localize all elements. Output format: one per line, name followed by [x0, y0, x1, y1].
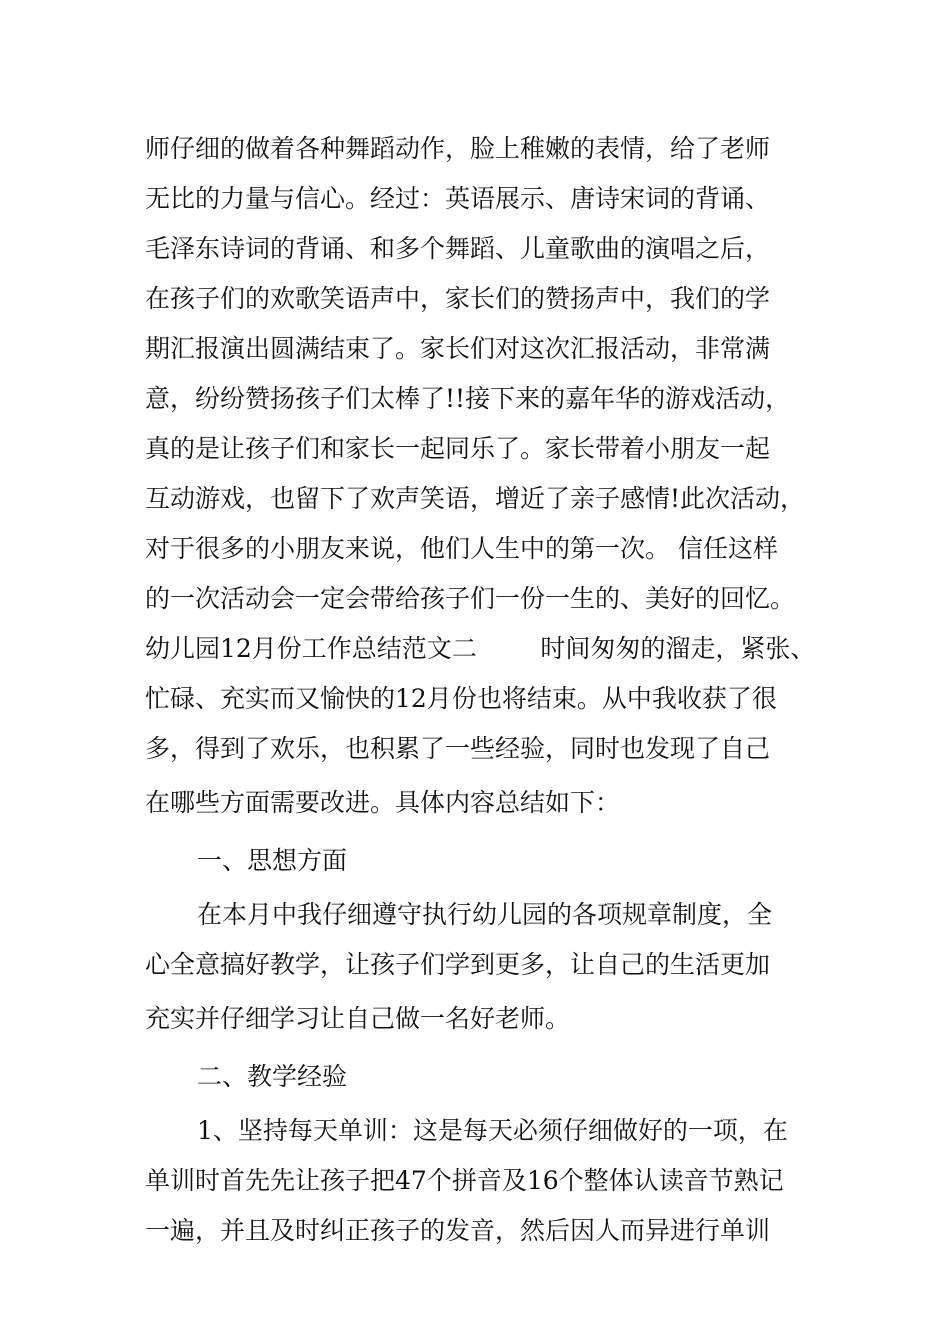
text-line: 多，得到了欢乐，也积累了一些经验，同时也发现了自己: [145, 734, 771, 763]
text-line: 真的是让孩子们和家长一起同乐了。家长带着小朋友一起: [145, 434, 771, 463]
document-body: [145, 124, 835, 1256]
text-line: 一遍，并且及时纠正孩子的发音，然后因人而异进行单训: [145, 1216, 771, 1245]
text-line: 忙碌、充实而又愉快的12月份也将结束。从中我收获了很: [145, 684, 777, 713]
text-line: 对于很多的小朋友来说，他们人生中的第一次。 信任这样: [145, 534, 778, 563]
heading-thought: 一、思想方面: [197, 846, 348, 875]
text-line: 毛泽东诗词的背诵、和多个舞蹈、儿童歌曲的演唱之后，: [145, 234, 771, 263]
text-line: 师仔细的做着各种舞蹈动作，脸上稚嫩的表情，给了老师: [145, 134, 771, 163]
text-line: 在孩子们的欢歌笑语声中，家长们的赞扬声中，我们的学: [145, 284, 771, 313]
text-line: 的一次活动会一定会带给孩子们一份一生的、美好的回忆。: [145, 584, 796, 613]
text-line: 1、坚持每天单训：这是每天必须仔细做好的一项，在: [197, 1116, 788, 1145]
section-title-line: 幼儿园12月份工作总结范文二 时间匆匆的溜走，紧张、: [145, 634, 816, 663]
heading-teaching: 二、教学经验: [197, 1062, 348, 1091]
text-line: 无比的力量与信心。经过：英语展示、唐诗宋词的背诵、: [145, 184, 771, 213]
text-line: 在哪些方面需要改进。具体内容总结如下：: [145, 788, 621, 817]
text-line: 单训时首先先让孩子把47个拼音及16个整体认读音节熟记: [145, 1166, 784, 1195]
text-line: 互动游戏，也留下了欢声笑语，增近了亲子感情!此次活动，: [145, 484, 806, 513]
text-line: 在本月中我仔细遵守执行幼儿园的各项规章制度，全: [197, 900, 773, 929]
text-line: 意，纷纷赞扬孩子们太棒了!!接下来的嘉年华的游戏活动，: [145, 384, 791, 413]
text-line: 心全意搞好教学，让孩子们学到更多，让自己的生活更加: [145, 950, 771, 979]
text-line: 充实并仔细学习让自己做一名好老师。: [145, 1004, 571, 1033]
text-line: 期汇报演出圆满结束了。家长们对这次汇报活动，非常满: [145, 334, 771, 363]
